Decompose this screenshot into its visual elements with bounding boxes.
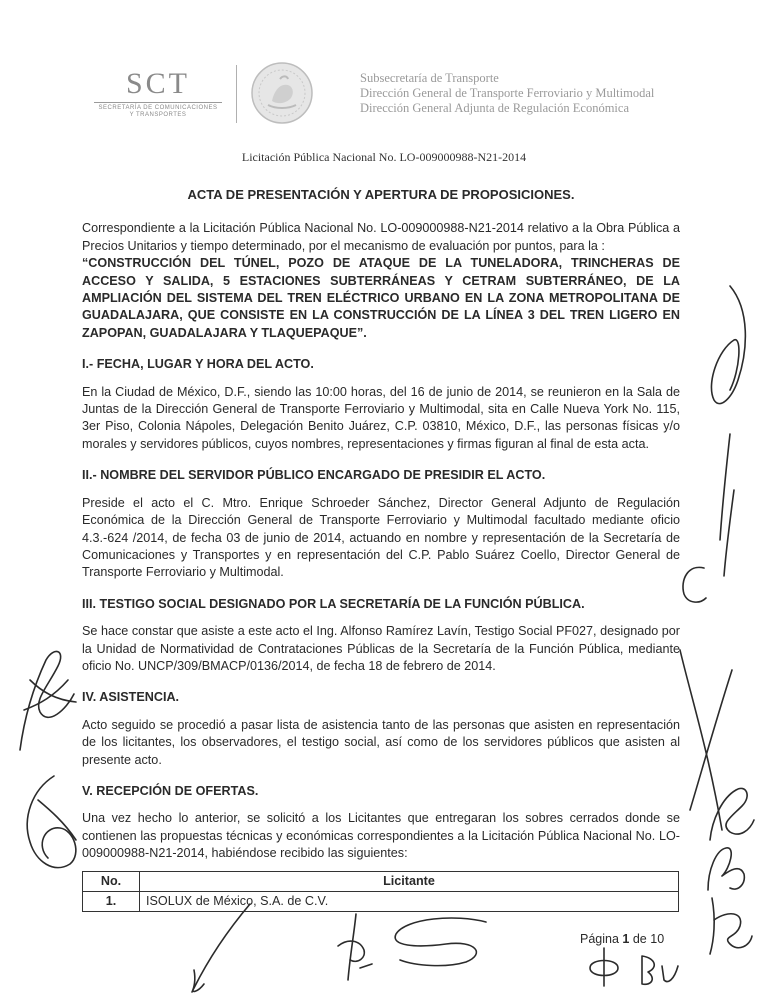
section-body-3: Se hace constar que asiste a este acto el Ing. Alfonso Ramírez Lavín, Testigo Social PF027, designado por la Unidad de Normatividad de Contrataciones Públicas de la Secretaría de la Función Pública, mediante oficio No. UNCP/309/BMACP/0136/2014, de fecha 18 de febrero de 2014.	[82, 624, 680, 673]
margin-signature-2	[700, 430, 750, 580]
table-row	[83, 892, 679, 912]
bottom-signature-2	[330, 910, 375, 985]
bidder-name: ISOLUX de México, S.A. de C.V.	[140, 892, 679, 912]
sct-logo-subtitle-2: Y TRANSPORTES	[129, 112, 187, 118]
agency-line-1: Subsecretaría de Transporte	[360, 71, 499, 85]
national-seal-icon	[250, 61, 314, 125]
page-of: de	[632, 932, 647, 946]
sct-logo-subtitle-1: SECRETARÍA DE COMUNICACIONES	[98, 105, 218, 111]
column-header-bidder: Licitante	[140, 871, 679, 891]
section-body-2: Preside el acto el C. Mtro. Enrique Schroeder Sánchez, Director General Adjunto de Regulación Económica de la Dirección General de Transporte Ferroviario y Multimodal facultado mediante oficio 4.3.-624 /2014, de fecha 03 de junio de 2014, actuando en nombre y representación de la Secretaría de Comunicaciones y Transportes y en representación del C.P. Pablo Suárez Coello, Director General de Transporte Ferroviario y Multimodal.	[82, 495, 680, 580]
margin-initial-c	[674, 560, 714, 610]
agency-line-2: Dirección General de Transporte Ferroviario y Multimodal	[360, 86, 655, 100]
table-header-row	[83, 871, 679, 891]
column-header-number: No.	[83, 871, 140, 891]
page-current: 1	[622, 932, 630, 946]
project-name: “CONSTRUCCIÓN DEL TÚNEL, POZO DE ATAQUE DE LA TUNELADORA, TRINCHERAS DE ACCESO Y SALIDA, 5 ESTACIONES SUBTERRÁNEAS Y CETRAM SUBTERRÁNEO, DE LA AMPLIACIÓN DEL SISTEMA DEL TREN ELÉCTRICO URBANO EN LA ZONA METROPOLITANA DE GUADALAJARA, QUE CONSISTE EN LA CONSTRUCCIÓN DE LA LÍNEA 3 DEL TREN LIGERO EN ZAPOPAN, GUADALAJARA Y TLAQUEPAQUE”.	[82, 256, 680, 340]
header-divider	[236, 65, 237, 123]
section-heading-5: V. RECEPCIÓN DE OFERTAS.	[82, 783, 259, 798]
sct-logo	[88, 69, 228, 119]
sct-logo-text: SCT	[125, 67, 191, 100]
section-heading-3: III. TESTIGO SOCIAL DESIGNADO POR LA SECRETARÍA DE LA FUNCIÓN PÚBLICA.	[82, 596, 585, 611]
document-body	[82, 186, 680, 912]
bottom-initial-2	[636, 950, 686, 990]
page-label: Página	[580, 932, 619, 946]
licitacion-reference: Licitación Pública Nacional No. LO-009000988-N21-2014	[241, 150, 527, 164]
margin-signature-6	[700, 890, 760, 960]
letterhead	[88, 55, 708, 125]
logo-divider	[94, 102, 222, 103]
bidder-number: 1.	[83, 892, 140, 912]
bottom-initial-1	[584, 946, 624, 988]
bottom-signature-3	[386, 912, 496, 972]
bidders-table	[82, 871, 679, 913]
section-body-1: En la Ciudad de México, D.F., siendo las 10:00 horas, del 16 de junio de 2014, se reunieron en la Sala de Juntas de la Dirección General de Transporte Ferroviario y Multimodal, sita en Calle Nueva York No. 115, 3er Piso, Colonia Nápoles, Delegación Benito Juárez, C.P. 03810, México, D.F., las personas físicas y/o morales y servidores públicos, cuyos nombres, representaciones y firmas figuran al final de esta acta.	[82, 384, 680, 451]
left-signature-1	[10, 640, 85, 760]
left-signature-2	[14, 770, 84, 880]
intro-paragraph: Correspondiente a la Licitación Pública Nacional No. LO-009000988-N21-2014 relativo a la Obra Pública a Precios Unitarios y tiempo determinado, por el mecanismo de evaluación por puntos, para la :	[82, 221, 680, 253]
margin-signature-1	[690, 280, 760, 420]
section-body-4: Acto seguido se procedió a pasar lista de asistencia tanto de las personas que asisten en representación de los licitantes, los observadores, el testigo social, así como de los servidores públicos que asisten al presente acto.	[82, 717, 680, 767]
section-body-5: Una vez hecho lo anterior, se solicitó a los Licitantes que entregaran los sobres cerrados donde se contienen las propuestas técnicas y económicas correspondientes a la Licitación Pública Nacional No. LO-009000988-N21-2014, habiéndose recibido las siguientes:	[82, 811, 680, 861]
page-total: 10	[650, 932, 665, 946]
section-heading-4: IV. ASISTENCIA.	[82, 690, 180, 705]
agency-line-3: Dirección General Adjunta de Regulación Económica	[360, 101, 629, 115]
section-heading-2: II.- NOMBRE DEL SERVIDOR PÚBLICO ENCARGADO DE PRESIDIR EL ACTO.	[82, 468, 546, 483]
document-title: ACTA DE PRESENTACIÓN Y APERTURA DE PROPOSICIONES.	[187, 187, 575, 202]
bottom-signature-1	[180, 900, 260, 995]
agency-names	[360, 71, 654, 116]
page-number	[580, 932, 664, 946]
section-heading-1: I.- FECHA, LUGAR Y HORA DEL ACTO.	[82, 357, 314, 372]
